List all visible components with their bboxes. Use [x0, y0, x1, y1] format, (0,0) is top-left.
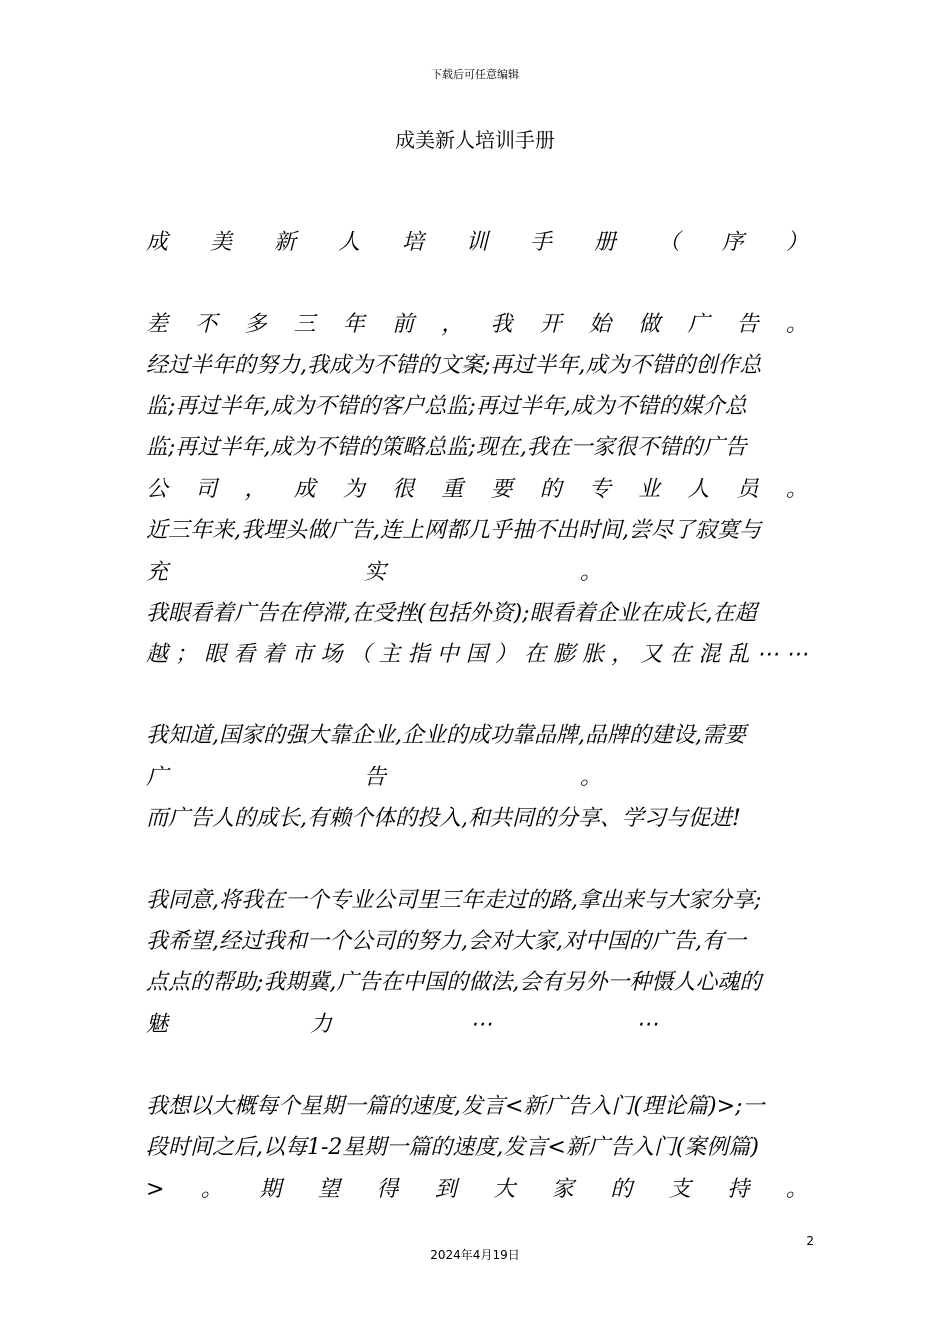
paragraph-line: 我知道,国家的强大靠企业,企业的成功靠品牌,品牌的建设,需要 [146, 723, 746, 748]
glyph: 训 [465, 230, 488, 255]
glyph: 。 [200, 1177, 223, 1202]
glyph: 越 [146, 642, 169, 667]
glyph: 新 [273, 230, 296, 255]
glyph: 期 [259, 1177, 282, 1202]
glyph: ⋯ [785, 642, 808, 667]
glyph: 告 [736, 312, 759, 337]
glyph: 成 [146, 230, 169, 255]
glyph: 三 [293, 312, 316, 337]
glyph: 始 [588, 312, 611, 337]
glyph: 前 [392, 312, 415, 337]
paragraph-line [146, 638, 808, 672]
paragraph-line: 我同意,将我在一个专业公司里三年走过的路,拿出来与大家分享; [146, 888, 762, 913]
glyph: 在 [524, 642, 547, 667]
glyph: 指 [407, 642, 430, 667]
spread-fragment: 力 [310, 1012, 333, 1037]
glyph: 持 [727, 1177, 750, 1202]
glyph: 的 [539, 477, 562, 502]
glyph: 开 [539, 312, 562, 337]
glyph: 美 [209, 230, 232, 255]
glyph: 到 [434, 1177, 457, 1202]
glyph: 在 [669, 642, 692, 667]
glyph: 重 [441, 477, 464, 502]
spread-fragment: 告 [364, 765, 387, 790]
glyph: 支 [668, 1177, 691, 1202]
glyph: 国 [465, 642, 488, 667]
glyph: 。 [785, 312, 808, 337]
glyph: 大 [493, 1177, 516, 1202]
glyph: 公 [146, 477, 169, 502]
glyph: ⋯ [756, 642, 779, 667]
glyph: （ [349, 642, 372, 667]
paragraph-line: 我希望,经过我和一个公司的努力,会对大家,对中国的广告,有一 [146, 929, 746, 954]
paragraph-line [146, 1173, 808, 1207]
glyph: 做 [638, 312, 661, 337]
glyph: 胀 [582, 642, 605, 667]
glyph: 望 [317, 1177, 340, 1202]
page-number: 2 [806, 1234, 814, 1248]
glyph: 着 [262, 642, 285, 667]
glyph: 场 [320, 642, 343, 667]
paragraph-line: 我想以大概每个星期一篇的速度,发言<新广告入门(理论篇)>;一 [146, 1094, 765, 1119]
glyph: 序 [721, 230, 744, 255]
glyph: ） [494, 642, 517, 667]
spread-fragment: ⋯ [470, 1012, 492, 1037]
glyph: ， [441, 312, 464, 337]
footer-date: 2024年4月19日 [430, 1248, 520, 1262]
paragraph-line [146, 473, 808, 507]
glyph: 年 [342, 312, 365, 337]
spread-fragment: ⋯ [636, 1012, 658, 1037]
glyph: 很 [392, 477, 415, 502]
preface-heading [146, 226, 808, 260]
glyph: ） [785, 230, 808, 255]
paragraph-line: 我眼看着广告在停滞,在受挫(包括外资);眼看着企业在成长,在超 [146, 601, 757, 626]
glyph: （ [657, 230, 680, 255]
glyph: 得 [376, 1177, 399, 1202]
glyph: 的 [610, 1177, 633, 1202]
glyph: 人 [687, 477, 710, 502]
glyph: 员 [736, 477, 759, 502]
glyph: 眼 [204, 642, 227, 667]
glyph: 我 [490, 312, 513, 337]
paragraph-line [146, 308, 808, 342]
paragraph-line: 经过半年的努力,我成为不错的文案;再过半年,成为不错的创作总 [146, 353, 762, 378]
glyph: 看 [233, 642, 256, 667]
glyph: > [146, 1177, 165, 1202]
glyph: 主 [378, 642, 401, 667]
glyph: 培 [401, 230, 424, 255]
paragraph-line: 监;再过半年,成为不错的策略总监;现在,我在一家很不错的广告 [146, 435, 747, 460]
spread-fragment: 充 [146, 560, 169, 585]
glyph: 不 [195, 312, 218, 337]
paragraph-line: 近三年来,我埋头做广告,连上网都几乎抽不出时间,尝尽了寂寞与 [146, 518, 761, 543]
glyph: 混 [698, 642, 721, 667]
paragraph-line [146, 761, 808, 795]
spread-fragment: 。 [580, 560, 603, 585]
spread-fragment: 。 [580, 765, 603, 790]
paragraph-line: 监;再过半年,成为不错的客户总监;再过半年,成为不错的媒介总 [146, 394, 747, 419]
glyph: 多 [244, 312, 267, 337]
document-title: 成美新人培训手册 [395, 128, 555, 152]
paragraph-line: 点点的帮助;我期冀,广告在中国的做法,会有另外一种慑人心魂的 [146, 970, 762, 995]
spread-fragment: 实 [364, 560, 387, 585]
spread-fragment: 广 [146, 765, 169, 790]
glyph: 手 [529, 230, 552, 255]
glyph: 广 [687, 312, 710, 337]
glyph: 册 [593, 230, 616, 255]
glyph: 专 [588, 477, 611, 502]
glyph: ； [175, 642, 198, 667]
glyph: ， [611, 642, 634, 667]
paragraph-line: 段时间之后,以每1-2星期一篇的速度,发言<新广告入门(案例篇) [146, 1135, 760, 1160]
header-note: 下载后可任意编辑 [431, 68, 519, 81]
glyph: 人 [337, 230, 360, 255]
spread-fragment: 魅 [146, 1012, 169, 1037]
glyph: 。 [785, 1177, 808, 1202]
glyph: 为 [342, 477, 365, 502]
glyph: 差 [146, 312, 169, 337]
glyph: 。 [785, 477, 808, 502]
glyph: 乱 [727, 642, 750, 667]
glyph: 膨 [553, 642, 576, 667]
glyph: 市 [291, 642, 314, 667]
paragraph-line: 而广告人的成长,有赖个体的投入,和共同的分享、学习与促进! [146, 806, 741, 831]
glyph: 又 [640, 642, 663, 667]
paragraph-line [146, 1008, 808, 1042]
glyph: 要 [490, 477, 513, 502]
glyph: 成 [293, 477, 316, 502]
paragraph-line [146, 556, 808, 590]
glyph: 司 [195, 477, 218, 502]
glyph: ， [244, 477, 267, 502]
glyph: 家 [551, 1177, 574, 1202]
glyph: 中 [436, 642, 459, 667]
glyph: 业 [638, 477, 661, 502]
